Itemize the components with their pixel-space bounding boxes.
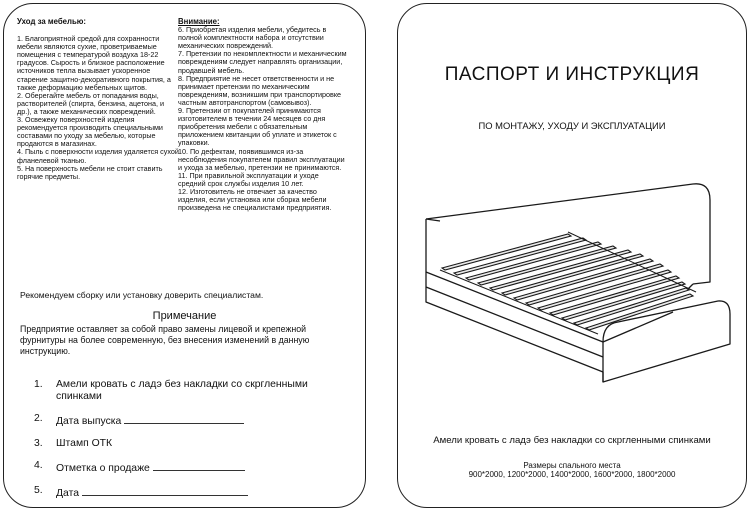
list-item-number: 1. bbox=[34, 379, 43, 390]
fill-in-line bbox=[124, 413, 244, 424]
list-item-label: Амели кровать с ладэ без накладки со скргленными спинками bbox=[56, 379, 308, 402]
list-item-number: 4. bbox=[34, 460, 43, 471]
cover-subtitle: ПО МОНТАЖУ, УХОДУ И ЭКСПЛУАТАЦИИ bbox=[478, 120, 666, 131]
list-item bbox=[34, 379, 354, 403]
attention-item: 10. По дефектам, появившимся из-за несоблюдения покупателем правил эксплуатации и ухода за мебелью, претензии не принимаются. bbox=[178, 146, 345, 172]
left-page bbox=[3, 3, 366, 508]
list-item-label: Отметка о продаже bbox=[56, 463, 150, 474]
bed-illustration bbox=[418, 174, 738, 404]
note-title: Примечание bbox=[152, 310, 217, 322]
list-item bbox=[34, 413, 354, 428]
footboard bbox=[603, 301, 730, 382]
attention-section bbox=[178, 18, 348, 212]
passport-list bbox=[34, 379, 354, 510]
care-item: 2. Оберегайте мебель от попадания воды, растворителей (спирта, бензина, ацетона, и др.), а также механических повреждений. bbox=[17, 90, 164, 116]
list-item-label: Дата выпуска bbox=[56, 416, 122, 427]
list-item-label: Дата bbox=[56, 488, 80, 499]
list-item bbox=[34, 460, 354, 475]
attention-item: 6. Приобретая изделия мебели, убедитесь в полной комплектности набора и отсутствии механических повреждений. bbox=[178, 25, 327, 51]
sizes-values: 900*2000, 1200*2000, 1400*2000, 1600*2000, 1800*2000 bbox=[468, 470, 676, 479]
care-item: 1. Благоприятной средой для сохранности мебели являются сухие, проветриваемые помещения с температурой воздуха 18-22 градусов. Сырость и близкое расположение источников тепла вызывает ускоренное старение защитно-декоративного покрытия, а также деформацию мебельных щитов. bbox=[17, 34, 171, 92]
list-item-number: 2. bbox=[34, 413, 43, 424]
recommendation-text: Рекомендуем сборку или установку доверить специалистам. bbox=[20, 290, 264, 300]
care-title: Уход за мебелью: bbox=[17, 17, 87, 26]
care-item: 4. Пыль с поверхности изделия удаляется сухой фланелевой тканью. bbox=[17, 147, 179, 165]
care-item: 5. На поверхность мебели не стоит ставить горячие предметы. bbox=[17, 163, 163, 181]
attention-item: 8. Предприятие не несет ответственности и не принимает претензии по механическим повреждениям, возникшим при транспортировке частным автотранспортом (самовывоз). bbox=[178, 73, 342, 107]
cover-page bbox=[397, 3, 747, 508]
list-item-number: 5. bbox=[34, 485, 43, 496]
list-item-label: Штамп ОТК bbox=[56, 438, 113, 449]
bed-slats bbox=[442, 234, 693, 330]
product-name: Амели кровать с ладэ без накладки со скргленными спинками bbox=[433, 435, 711, 446]
list-item bbox=[34, 438, 354, 450]
attention-item: 12. Изготовитель не отвечает за качество изделия, если установка или сборка мебели произведена не специалистами предприятия. bbox=[178, 186, 332, 213]
note-text: Предприятие оставляет за собой право замены лицевой и крепежной фурнитуры на более современную, без внесения изменений в данную инструкцию. bbox=[20, 324, 310, 356]
list-item-number: 3. bbox=[34, 438, 43, 449]
care-section bbox=[17, 18, 179, 181]
attention-item: 11. При правильной эксплуатации и уходе средний срок службы изделия 10 лет. bbox=[178, 170, 319, 188]
care-item: 3. Освежеку поверхностей изделия рекомендуется производить специальными составами по уходу за мебелью, которые продаются в магазинах. bbox=[17, 115, 163, 149]
attention-item: 7. Претензии по некомплектности и механическим повреждениям следует направлять организации, продавшей мебель. bbox=[178, 49, 347, 75]
fill-in-line bbox=[82, 485, 248, 496]
attention-item: 9. Претензии от покупателей принимаются изготовителем в течении 24 месяцев со дня приобретения мебели с обязательным приложением квитанции об уплате и этикеток с упаковки. bbox=[178, 106, 337, 148]
sizes-label: Размеры спального места bbox=[523, 461, 621, 470]
fill-in-line bbox=[153, 460, 245, 471]
list-item bbox=[34, 485, 354, 500]
cover-title: ПАСПОРТ И ИНСТРУКЦИЯ bbox=[444, 64, 700, 85]
attention-title: Внимание: bbox=[178, 17, 220, 26]
